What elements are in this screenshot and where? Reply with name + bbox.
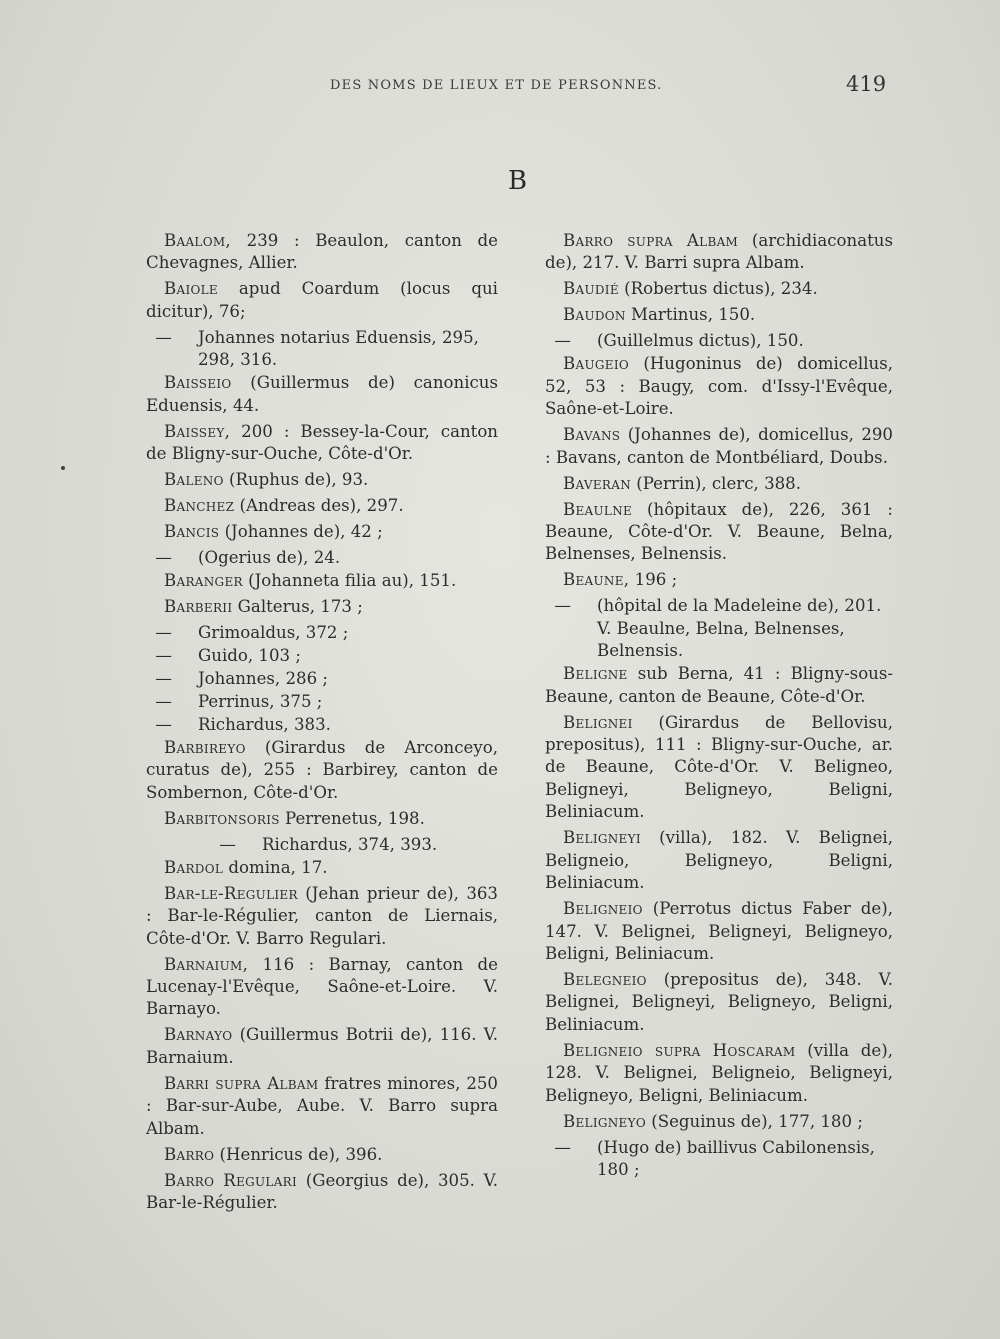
entry-text: (Andreas des), 297. [234, 496, 404, 516]
entry-headword: Belegneio [563, 969, 647, 989]
entry-headword: Baisseio [164, 373, 232, 393]
entry-text: (Girardus de Bellovisu, prepositus), 111 : Bligny-sur-Ouche, ar. de Beaune, Côte-d'Or. V. Beligneo, Beligneyi, Beligneyo, Beligni, Beliniacum. [545, 712, 893, 822]
entry-headword: Bar-le-Regulier [164, 883, 298, 903]
entry-headword: Barbitonsoris [164, 808, 280, 828]
entry-text: (Seguinus de), 177, 180 ; [645, 1111, 863, 1131]
subentry-text: Grimoaldus, 372 ; [198, 623, 349, 643]
running-head: DES NOMS DE LIEUX ET DE PERSONNES. [330, 78, 663, 93]
index-entry [146, 1024, 498, 1069]
entry-headword: Beaulne [563, 499, 633, 519]
subentry-text: (Ogerius de), 24. [198, 548, 341, 568]
index-entry [146, 495, 498, 517]
subentry-dash: — [155, 715, 172, 735]
entry-headword: Barnayo [164, 1025, 233, 1045]
entry-text: apud Coardum (locus qui dicitur), 76; [146, 279, 498, 321]
entry-text: domina, 17. [223, 857, 328, 877]
index-entry [545, 230, 893, 275]
entry-text: (Hugoninus de) domicellus, 52, 53 : Baugy, com. d'Issy-l'Evêque, Saône-et-Loire. [545, 354, 893, 419]
index-entry [545, 569, 893, 591]
entry-text: (villa de), 128. V. Belignei, Beligneio, Beligneyi, Beligneyo, Beligni, Beliniacum. [545, 1040, 893, 1105]
entry-headword: Beligneio supra Hoscaram [563, 1040, 796, 1060]
index-subentry [146, 645, 498, 667]
entry-text: sub Berna, 41 : Bligny-sous-Beaune, canton de Beaune, Côte-d'Or. [545, 664, 893, 706]
subentry-dash: — [554, 1137, 571, 1157]
index-entry [146, 372, 498, 417]
entry-text: (hôpitaux de), 226, 361 : Beaune, Côte-d'Or. V. Beaune, Belna, Belnenses, Belnensis. [545, 499, 893, 564]
entry-headword: Barro [164, 1144, 215, 1164]
subentry-text: Richardus, 374, 393. [262, 834, 438, 854]
index-entry [545, 663, 893, 708]
subentry-dash: — [155, 669, 172, 689]
subentry-text: Johannes, 286 ; [198, 669, 329, 689]
entry-headword: Baalom, [164, 231, 231, 250]
stray-dot [61, 466, 65, 470]
index-entry [545, 1040, 893, 1107]
index-subentry [146, 691, 498, 713]
subentry-text: Guido, 103 ; [198, 646, 301, 666]
index-entry [146, 857, 498, 879]
entry-headword: Bardol [164, 857, 224, 877]
subentry-dash: — [554, 596, 571, 616]
index-subentry [146, 668, 498, 690]
entry-headword: Baiole [164, 279, 218, 299]
index-entry [545, 1111, 893, 1133]
index-entry [146, 469, 498, 491]
index-subentry [545, 595, 893, 662]
index-subentry [146, 714, 498, 736]
subentry-dash: — [219, 834, 236, 854]
page-number: 419 [846, 72, 887, 96]
index-entry [545, 424, 893, 469]
index-entry [545, 827, 893, 894]
entry-text: (Perrin), clerc, 388. [631, 473, 802, 493]
index-entry [146, 278, 498, 323]
index-entry [146, 521, 498, 543]
entry-headword: Bancis [164, 522, 220, 542]
entry-headword: Baudon [563, 305, 626, 325]
entry-headword: Barro Regulari [164, 1170, 298, 1190]
index-entry [545, 473, 893, 495]
index-entry [146, 421, 498, 466]
subentry-text: (hôpital de la Madeleine de), 201. V. Beaulne, Belna, Belnenses, Belnensis. [597, 596, 882, 661]
entry-text: 196 ; [629, 570, 678, 590]
entry-text: (villa), 182. V. Belignei, Beligneio, Beligneyo, Beligni, Beliniacum. [545, 828, 893, 893]
subentry-text: Perrinus, 375 ; [198, 692, 323, 712]
index-entry [545, 278, 893, 300]
index-subentry [545, 330, 893, 352]
index-entry [146, 570, 498, 592]
subentry-dash: — [554, 331, 571, 351]
entry-headword: Beligne [563, 664, 628, 684]
subentry-dash: — [155, 548, 172, 568]
index-subentry [545, 1137, 893, 1182]
entry-headword: Banchez [164, 496, 235, 516]
entry-text: (Guillermus Botrii de), 116. V. Barnaium. [146, 1025, 498, 1067]
entry-text: (Robertus dictus), 234. [618, 279, 818, 299]
entry-headword: Beaune, [563, 570, 630, 590]
subentry-text: Johannes notarius Eduensis, 295, 298, 316. [198, 327, 479, 370]
subentry-text: (Hugo de) baillivus Cabilonensis, 180 ; [597, 1137, 875, 1179]
index-entry [146, 883, 498, 950]
entry-headword: Baleno [164, 470, 224, 490]
entry-headword: Baugeio [563, 354, 629, 374]
entry-text: (Girardus de Arconceyo, curatus de), 255 : Barbirey, canton de Sombernon, Côte-d'Or. [146, 738, 498, 802]
entry-headword: Bavans [563, 425, 621, 445]
index-column-left [146, 230, 498, 1218]
entry-text: 239 : Beaulon, canton de Chevagnes, Allier. [146, 231, 498, 273]
index-subentry [146, 834, 498, 856]
index-entry [146, 954, 498, 1021]
index-entry [146, 1144, 498, 1166]
entry-headword: Baveran [563, 473, 631, 493]
entry-headword: Baudié [563, 279, 619, 299]
entry-text: (Georgius de), 305. V. Bar-le-Régulier. [146, 1170, 498, 1213]
entry-text: 200 : Bessey-la-Cour, canton de Bligny-sur-Ouche, Côte-d'Or. [146, 421, 498, 464]
entry-headword: Barbireyo [164, 738, 246, 758]
index-entry [545, 353, 893, 420]
subentry-dash: — [155, 646, 172, 666]
entry-text: 116 : Barnay, canton de Lucenay-l'Evêque, Saône-et-Loire. V. Barnayo. [146, 954, 498, 1019]
entry-headword: Barro supra Albam [563, 231, 739, 250]
entry-headword: Barri supra Albam [164, 1073, 319, 1093]
subentry-dash: — [155, 327, 172, 347]
entry-text: (Johannes de), domicellus, 290 : Bavans, canton de Montbéliard, Doubs. [545, 425, 893, 467]
index-entry [545, 499, 893, 566]
index-entry [545, 898, 893, 965]
entry-text: (Henricus de), 396. [214, 1144, 383, 1164]
index-entry [146, 230, 498, 275]
index-subentry [146, 547, 498, 569]
index-entry [146, 596, 498, 618]
subentry-text: Richardus, 383. [198, 715, 331, 735]
subentry-dash: — [155, 692, 172, 712]
index-subentry [146, 622, 498, 644]
entry-text: (archidiaconatus de), 217. V. Barri supra Albam. [545, 231, 893, 273]
entry-headword: Beligneyi [563, 828, 641, 848]
index-column-right [545, 230, 893, 1182]
index-entry [146, 1073, 498, 1140]
entry-text: (Jehan prieur de), 363 : Bar-le-Régulier, canton de Liernais, Côte-d'Or. V. Barro Regulari. [146, 883, 498, 948]
subentry-dash: — [155, 623, 172, 643]
entry-headword: Barnaium, [164, 954, 249, 974]
entry-text: (Ruphus de), 93. [223, 470, 369, 490]
entry-text: fratres minores, 250 : Bar-sur-Aube, Aube. V. Barro supra Albam. [146, 1073, 498, 1138]
entry-text: (Johannes de), 42 ; [219, 522, 383, 542]
entry-headword: Beligneio [563, 899, 643, 919]
entry-text: Perrenetus, 198. [279, 808, 425, 828]
index-entry [545, 304, 893, 326]
index-subentry [146, 327, 498, 372]
entry-headword: Beligneyo [563, 1111, 646, 1131]
index-entry [545, 969, 893, 1036]
entry-headword: Barberii [164, 597, 233, 617]
entry-text: (Perrotus dictus Faber de), 147. V. Belignei, Beligneyi, Beligneyo, Beligni, Beliniacum. [545, 899, 893, 963]
entry-text: (Johanneta filia au), 151. [242, 571, 457, 591]
entry-text: (prepositus de), 348. V. Belignei, Beligneyi, Beligneyo, Beligni, Beliniacum. [545, 969, 893, 1034]
entry-text: (Guillermus de) canonicus Eduensis, 44. [146, 373, 498, 415]
entry-text: Martinus, 150. [625, 305, 756, 325]
index-entry [146, 808, 498, 830]
entry-headword: Baissey, [164, 421, 231, 441]
entry-text: Galterus, 173 ; [232, 597, 363, 617]
index-entry [146, 1170, 498, 1215]
entry-headword: Baranger [164, 571, 243, 591]
index-entry [545, 712, 893, 824]
section-letter: B [508, 166, 528, 196]
index-entry [146, 737, 498, 804]
entry-headword: Belignei [563, 712, 633, 732]
subentry-text: (Guillelmus dictus), 150. [597, 331, 804, 351]
